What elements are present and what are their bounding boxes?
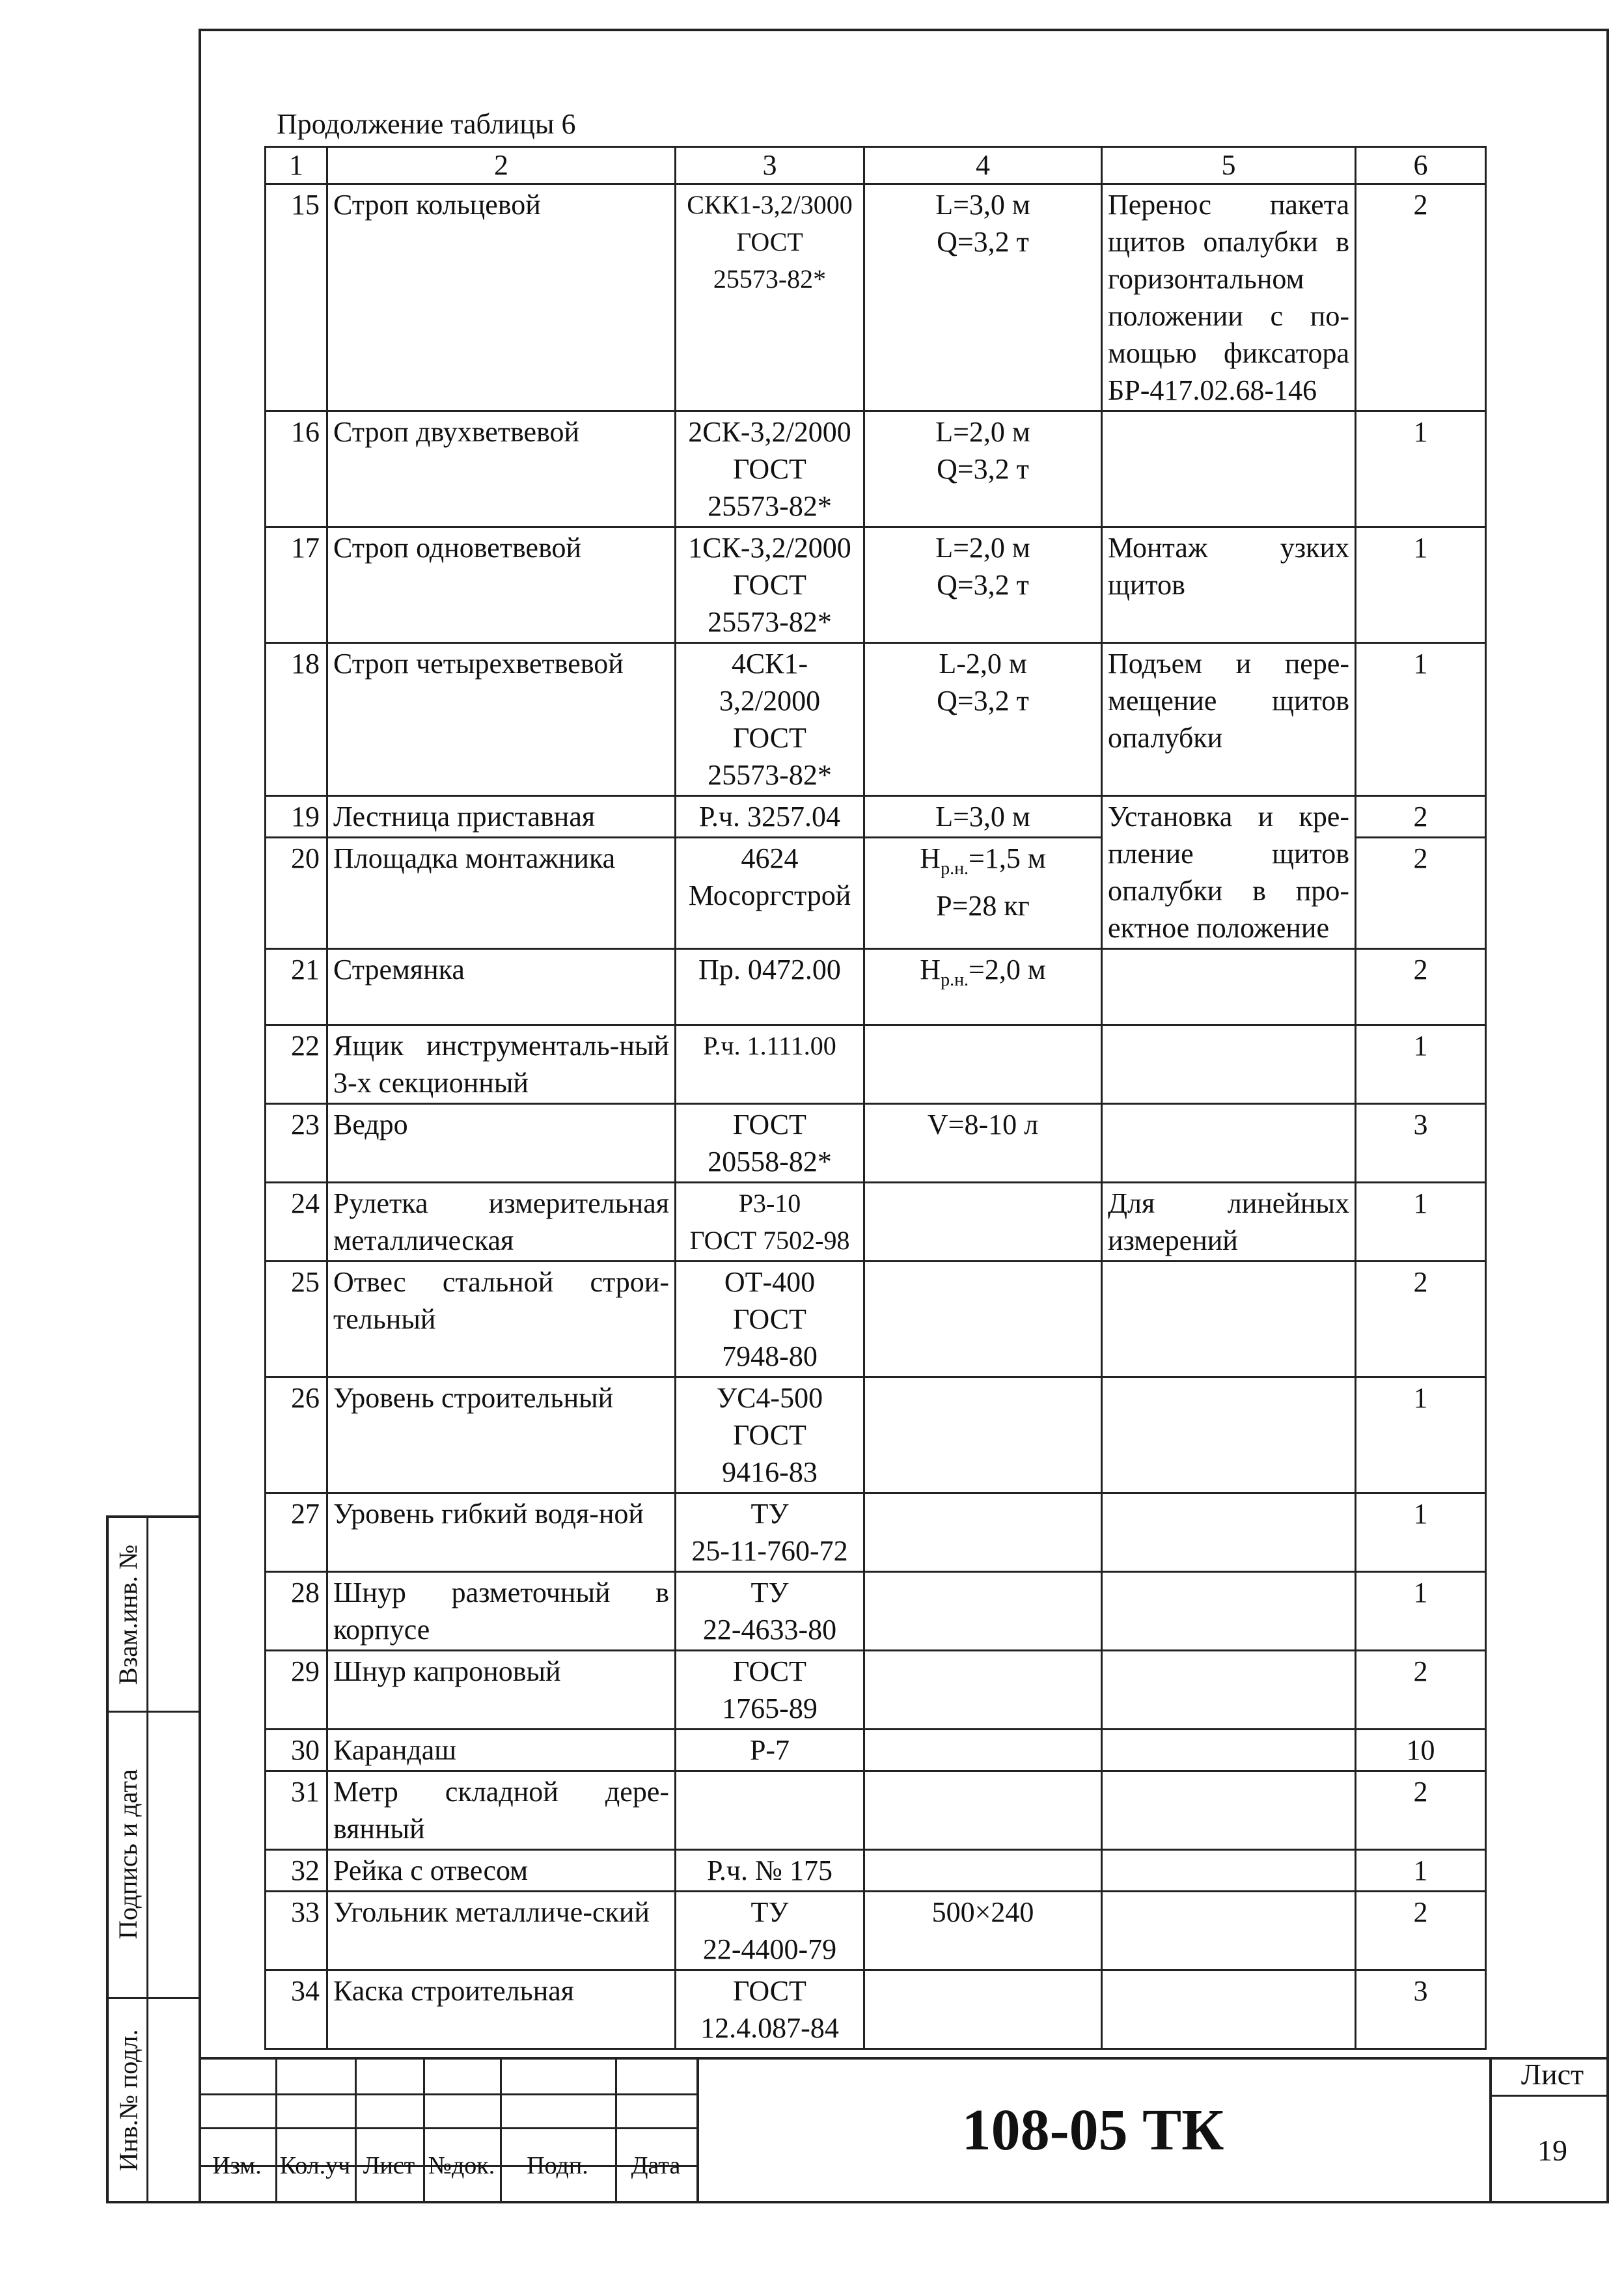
item-params: L=2,0 м Q=3,2 т	[864, 411, 1102, 527]
side-cell-replace-inv	[109, 1518, 199, 1713]
item-params	[864, 1850, 1102, 1892]
item-qty: 2	[1356, 1262, 1486, 1377]
item-purpose	[1102, 1493, 1356, 1572]
item-mark: ТУ 22-4400-79	[676, 1892, 864, 1970]
item-qty: 1	[1356, 1183, 1486, 1262]
table-row	[266, 1025, 1486, 1104]
item-purpose	[1102, 1850, 1356, 1892]
row-number: 23	[266, 1104, 327, 1183]
table-header-row	[266, 147, 1486, 184]
item-name: Строп двухветвевой	[327, 411, 676, 527]
table-caption: Продолжение таблицы 6	[277, 108, 576, 140]
item-params	[864, 1651, 1102, 1730]
header-col-2: 2	[327, 147, 676, 184]
tb-label-podp: Подп.	[527, 2152, 588, 2179]
item-name: Угольник металличе-ский	[327, 1892, 676, 1970]
item-qty: 10	[1356, 1730, 1486, 1771]
item-params: L=3,0 м Q=3,2 т	[864, 184, 1102, 411]
item-mark: Пр. 0472.00	[676, 949, 864, 1025]
item-mark	[676, 1771, 864, 1850]
item-purpose	[1102, 1651, 1356, 1730]
item-name: Строп кольцевой	[327, 184, 676, 411]
item-mark: СКК1-3,2/3000 ГОСТ 25573-82*	[676, 184, 864, 411]
item-name: Строп четырехветвевой	[327, 643, 676, 796]
sheet-number: 19	[1537, 2133, 1567, 2167]
item-qty: 3	[1356, 1104, 1486, 1183]
side-label-replace-inv: Взам.инв. №	[113, 1544, 143, 1685]
item-params: L=3,0 м	[864, 796, 1102, 838]
item-name: Шнур капроновый	[327, 1651, 676, 1730]
table-row	[266, 796, 1486, 838]
item-purpose	[1102, 1262, 1356, 1377]
tb-label-date: Дата	[631, 2152, 681, 2179]
item-qty: 1	[1356, 1025, 1486, 1104]
item-mark: ТУ 22-4633-80	[676, 1572, 864, 1651]
item-params	[864, 1377, 1102, 1493]
row-number: 26	[266, 1377, 327, 1493]
row-number: 33	[266, 1892, 327, 1970]
item-name: Карандаш	[327, 1730, 676, 1771]
item-purpose: Монтаж узких щитов	[1102, 527, 1356, 643]
item-params	[864, 1493, 1102, 1572]
table-row	[266, 1183, 1486, 1262]
item-mark: Р.ч. 3257.04	[676, 796, 864, 838]
row-number: 34	[266, 1970, 327, 2049]
table-row	[266, 1262, 1486, 1377]
item-mark: ГОСТ 20558-82*	[676, 1104, 864, 1183]
item-mark: ОТ-400 ГОСТ 7948-80	[676, 1262, 864, 1377]
side-stamp	[106, 1515, 199, 2203]
item-params: 500×240	[864, 1892, 1102, 1970]
item-params: $Н_{р.н.}=2,0$ м	[864, 949, 1102, 1025]
item-params	[864, 1572, 1102, 1651]
row-number: 22	[266, 1025, 327, 1104]
item-purpose	[1102, 1377, 1356, 1493]
side-label-orig-inv: Инв.№ подл.	[113, 2029, 143, 2172]
item-qty: 2	[1356, 1651, 1486, 1730]
row-number: 15	[266, 184, 327, 411]
document-code: 108-05 ТК	[961, 2098, 1224, 2162]
item-purpose	[1102, 1970, 1356, 2049]
row-number: 21	[266, 949, 327, 1025]
tb-label-list: Лист	[363, 2152, 415, 2179]
table-row	[266, 1572, 1486, 1651]
item-qty: 2	[1356, 838, 1486, 949]
row-number: 30	[266, 1730, 327, 1771]
side-cell-sign-date	[109, 1711, 199, 1999]
item-mark: 4624 Мосоргстрой	[676, 838, 864, 949]
item-purpose	[1102, 1892, 1356, 1970]
item-params: $Н_{р.н.}=1,5$ м Р=28 кг	[864, 838, 1102, 949]
item-mark: Р3-10 ГОСТ 7502-98	[676, 1183, 864, 1262]
item-name: Рейка с отвесом	[327, 1850, 676, 1892]
item-name: Отвес стальной строи-тельный	[327, 1262, 676, 1377]
item-mark: 4СК1-3,2/2000 ГОСТ 25573-82*	[676, 643, 864, 796]
item-qty: 1	[1356, 643, 1486, 796]
item-name: Каска строительная	[327, 1970, 676, 2049]
row-number: 16	[266, 411, 327, 527]
revision-grid	[199, 2060, 696, 2203]
item-qty: 2	[1356, 949, 1486, 1025]
item-purpose	[1102, 1104, 1356, 1183]
table-row	[266, 949, 1486, 1025]
row-number: 17	[266, 527, 327, 643]
table-row	[266, 1771, 1486, 1850]
table-row	[266, 1377, 1486, 1493]
item-purpose: Установка и кре-пление щитов опалубки в про-ектное положение	[1102, 796, 1356, 949]
row-number: 31	[266, 1771, 327, 1850]
item-purpose	[1102, 1572, 1356, 1651]
item-mark: ТУ 25-11-760-72	[676, 1493, 864, 1572]
item-qty: 1	[1356, 1493, 1486, 1572]
item-params	[864, 1730, 1102, 1771]
item-params	[864, 1970, 1102, 2049]
item-mark: УС4-500 ГОСТ 9416-83	[676, 1377, 864, 1493]
item-name: Ведро	[327, 1104, 676, 1183]
item-name: Строп одноветвевой	[327, 527, 676, 643]
table-row	[266, 1892, 1486, 1970]
row-number: 24	[266, 1183, 327, 1262]
item-purpose: Подъем и пере-мещение щитов опалубки	[1102, 643, 1356, 796]
item-name: Стремянка	[327, 949, 676, 1025]
sheet-label: Лист	[1521, 2058, 1584, 2091]
item-mark: 1СК-3,2/2000 ГОСТ 25573-82*	[676, 527, 864, 643]
item-qty: 2	[1356, 184, 1486, 411]
item-qty: 1	[1356, 1850, 1486, 1892]
item-mark: ГОСТ 1765-89	[676, 1651, 864, 1730]
item-purpose: Перенос пакета щитов опалубки в горизонтальном положении с по-мощью фиксатора БР-417.02.68-146	[1102, 184, 1356, 411]
row-number: 29	[266, 1651, 327, 1730]
row-number: 20	[266, 838, 327, 949]
item-purpose	[1102, 1771, 1356, 1850]
item-mark: Р-7	[676, 1730, 864, 1771]
item-name: Рулетка измерительная металлическая	[327, 1183, 676, 1262]
table-row	[266, 527, 1486, 643]
item-name: Шнур разметочный в корпусе	[327, 1572, 676, 1651]
item-params: V=8-10 л	[864, 1104, 1102, 1183]
item-name: Уровень строительный	[327, 1377, 676, 1493]
header-col-4: 4	[864, 147, 1102, 184]
item-params	[864, 1771, 1102, 1850]
item-qty: 2	[1356, 796, 1486, 838]
table-row	[266, 1730, 1486, 1771]
equipment-table	[264, 146, 1487, 2050]
header-col-6: 6	[1356, 147, 1486, 184]
item-purpose	[1102, 1025, 1356, 1104]
side-label-sign-date: Подпись и дата	[113, 1769, 143, 1939]
item-name: Ящик инструменталь-ный 3-х секционный	[327, 1025, 676, 1104]
item-params: L=2,0 м Q=3,2 т	[864, 527, 1102, 643]
table-row	[266, 1104, 1486, 1183]
table-row	[266, 411, 1486, 527]
item-purpose	[1102, 1730, 1356, 1771]
item-qty: 1	[1356, 1377, 1486, 1493]
item-name: Площадка монтажника	[327, 838, 676, 949]
row-number: 27	[266, 1493, 327, 1572]
item-qty: 2	[1356, 1771, 1486, 1850]
item-params	[864, 1183, 1102, 1262]
item-mark: ГОСТ 12.4.087-84	[676, 1970, 864, 2049]
row-number: 19	[266, 796, 327, 838]
row-number: 25	[266, 1262, 327, 1377]
item-params	[864, 1025, 1102, 1104]
table-row	[266, 184, 1486, 411]
table-row	[266, 1970, 1486, 2049]
table-row	[266, 1493, 1486, 1572]
row-number: 28	[266, 1572, 327, 1651]
header-col-3: 3	[676, 147, 864, 184]
tb-label-izm: Изм.	[212, 2152, 262, 2179]
item-name: Лестница приставная	[327, 796, 676, 838]
table-row	[266, 1850, 1486, 1892]
header-col-1: 1	[266, 147, 327, 184]
item-purpose	[1102, 949, 1356, 1025]
item-qty: 1	[1356, 1572, 1486, 1651]
item-qty: 1	[1356, 411, 1486, 527]
row-number: 32	[266, 1850, 327, 1892]
table-row	[266, 1651, 1486, 1730]
row-number: 18	[266, 643, 327, 796]
item-qty: 3	[1356, 1970, 1486, 2049]
table-row	[266, 643, 1486, 796]
tb-label-kol-uch: Кол.уч	[279, 2152, 351, 2179]
item-params: L-2,0 м Q=3,2 т	[864, 643, 1102, 796]
item-mark: 2СК-3,2/2000 ГОСТ 25573-82*	[676, 411, 864, 527]
item-name: Уровень гибкий водя-ной	[327, 1493, 676, 1572]
header-col-5: 5	[1102, 147, 1356, 184]
item-mark: Р.ч. 1.111.00	[676, 1025, 864, 1104]
item-mark: Р.ч. № 175	[676, 1850, 864, 1892]
item-purpose: Для линейных измерений	[1102, 1183, 1356, 1262]
item-name: Метр складной дере-вянный	[327, 1771, 676, 1850]
side-cell-orig-inv	[109, 1997, 199, 2203]
item-purpose	[1102, 411, 1356, 527]
tb-label-ndok: №док.	[428, 2152, 495, 2179]
item-qty: 1	[1356, 527, 1486, 643]
item-qty: 2	[1356, 1892, 1486, 1970]
item-params	[864, 1262, 1102, 1377]
